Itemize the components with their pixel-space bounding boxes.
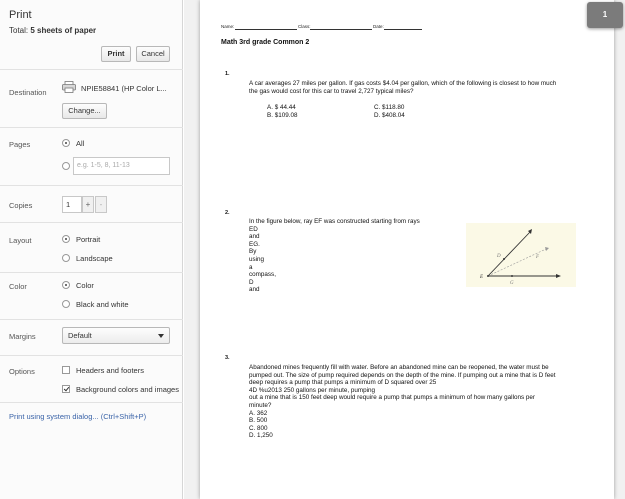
question-line: EG. (249, 240, 260, 248)
question-2-text (249, 218, 464, 303)
question-line: the gas would cost for this car to travel 2,727 typical miles? (249, 87, 414, 95)
question-number: 2. (225, 210, 230, 216)
copies-input[interactable]: 1 (62, 196, 82, 213)
chevron-down-icon (158, 334, 164, 338)
header-date-label: Date: (373, 24, 384, 29)
layout-portrait-radio[interactable] (62, 235, 70, 243)
layout-portrait-label: Portrait (76, 235, 101, 244)
question-line: and (249, 286, 260, 294)
question-number: 3. (225, 355, 230, 361)
answer-option: B. $109.08 (267, 112, 298, 119)
header-date-line (384, 29, 422, 30)
divider (0, 402, 183, 403)
divider (0, 222, 183, 223)
options-label: Options (9, 367, 35, 376)
print-button[interactable]: Print (101, 46, 131, 62)
preview-page (200, 0, 614, 499)
header-name-line (235, 29, 297, 30)
figure-label-g: G (510, 281, 514, 286)
question-line: out a mine that is 150 feet deep would require a pump that pumps a minimum of how many gallons per (249, 394, 535, 402)
color-label: Color (9, 282, 27, 291)
question-line: minute? (249, 401, 272, 409)
page-number-badge: 1 (587, 2, 623, 28)
print-settings-panel (0, 0, 183, 499)
question-line: and (249, 233, 260, 241)
question-line: By (249, 248, 257, 256)
question-line: ED (249, 225, 258, 233)
margins-select-value: Default (68, 331, 92, 340)
print-preview-area[interactable] (184, 0, 625, 499)
margins-label: Margins (9, 332, 36, 341)
margins-select[interactable] (62, 327, 170, 344)
headers-footers-label: Headers and footers (76, 366, 144, 375)
copies-decrement-button[interactable]: - (95, 196, 107, 213)
color-color-label: Color (76, 281, 94, 290)
question-1-text (249, 80, 589, 95)
pages-all-label: All (76, 139, 85, 148)
pages-label: Pages (9, 140, 31, 149)
divider (0, 272, 183, 273)
total-sheets (9, 26, 96, 35)
layout-label: Layout (9, 236, 32, 245)
color-bw-label: Black and white (76, 300, 129, 309)
answer-option: A. 362 (249, 409, 268, 417)
question-3-text (249, 364, 594, 440)
question-line: 4D %u2013 250 gallons per minute, pumping (249, 386, 376, 394)
document-title: Math 3rd grade Common 2 (221, 39, 310, 46)
panel-title: Print (9, 9, 32, 21)
copies-label: Copies (9, 201, 33, 210)
ray-construction-figure (466, 223, 576, 287)
destination-printer-name: NPIE58841 (HP Color L... (81, 84, 167, 93)
layout-landscape-radio[interactable] (62, 254, 70, 262)
question-line: using (249, 255, 265, 263)
layout-landscape-label: Landscape (76, 254, 113, 263)
divider (0, 319, 183, 320)
total-value: 5 sheets of paper (30, 26, 97, 35)
header-class-label: Class: (298, 24, 311, 29)
question-line: pumped out. The size of pump required depends on the depth of the mine. If pumping out a mine that is D feet (249, 371, 556, 379)
pages-range-input[interactable]: e.g. 1-5, 8, 11-13 (73, 157, 170, 175)
divider (0, 355, 183, 356)
cancel-button[interactable]: Cancel (136, 46, 170, 62)
pages-range-radio[interactable] (62, 162, 70, 170)
question-number: 1. (225, 71, 230, 77)
question-line: In the figure below, ray EF was constructed starting from rays (249, 218, 420, 225)
total-label: Total: (9, 26, 31, 35)
divider (0, 185, 183, 186)
answer-option: C. 800 (249, 424, 268, 432)
answer-option: D. $408.04 (374, 112, 405, 119)
pages-all-radio[interactable] (62, 139, 70, 147)
system-dialog-link[interactable]: Print using system dialog... (Ctrl+Shift+P) (9, 412, 147, 421)
figure-label-f: F (536, 255, 540, 260)
question-line: D (249, 278, 254, 286)
change-destination-button[interactable]: Change... (62, 103, 107, 119)
copies-increment-button[interactable]: + (82, 196, 94, 213)
figure-label-d: D (497, 254, 501, 259)
answer-option: D. 1,250 (249, 432, 273, 440)
question-line: a (249, 263, 253, 271)
printer-icon (62, 81, 76, 93)
figure-label-e: E (480, 275, 484, 280)
background-graphics-label: Background colors and images (76, 385, 179, 394)
question-line: compass, (249, 271, 276, 279)
divider (0, 127, 183, 128)
headers-footers-checkbox[interactable] (62, 366, 70, 374)
background-graphics-checkbox[interactable] (62, 385, 70, 393)
question-line: Abandoned mines frequently fill with water. Before an abandoned mine can be reopened, the water must be (249, 364, 549, 371)
header-name-label: Name: (221, 24, 235, 29)
header-class-line (310, 29, 372, 30)
answer-option: A. $ 44.44 (267, 104, 296, 111)
divider (0, 69, 183, 70)
answer-option: C. $118.80 (374, 104, 405, 111)
destination-label: Destination (9, 88, 47, 97)
question-line: deep requires a pump that pumps a minimum of D squared over 25 (249, 379, 437, 387)
answer-option: B. 500 (249, 417, 268, 425)
question-line: A car averages 27 miles per gallon. If gas costs $4.04 per gallon, which of the following is closest to how much (249, 80, 557, 87)
color-bw-radio[interactable] (62, 300, 70, 308)
color-color-radio[interactable] (62, 281, 70, 289)
